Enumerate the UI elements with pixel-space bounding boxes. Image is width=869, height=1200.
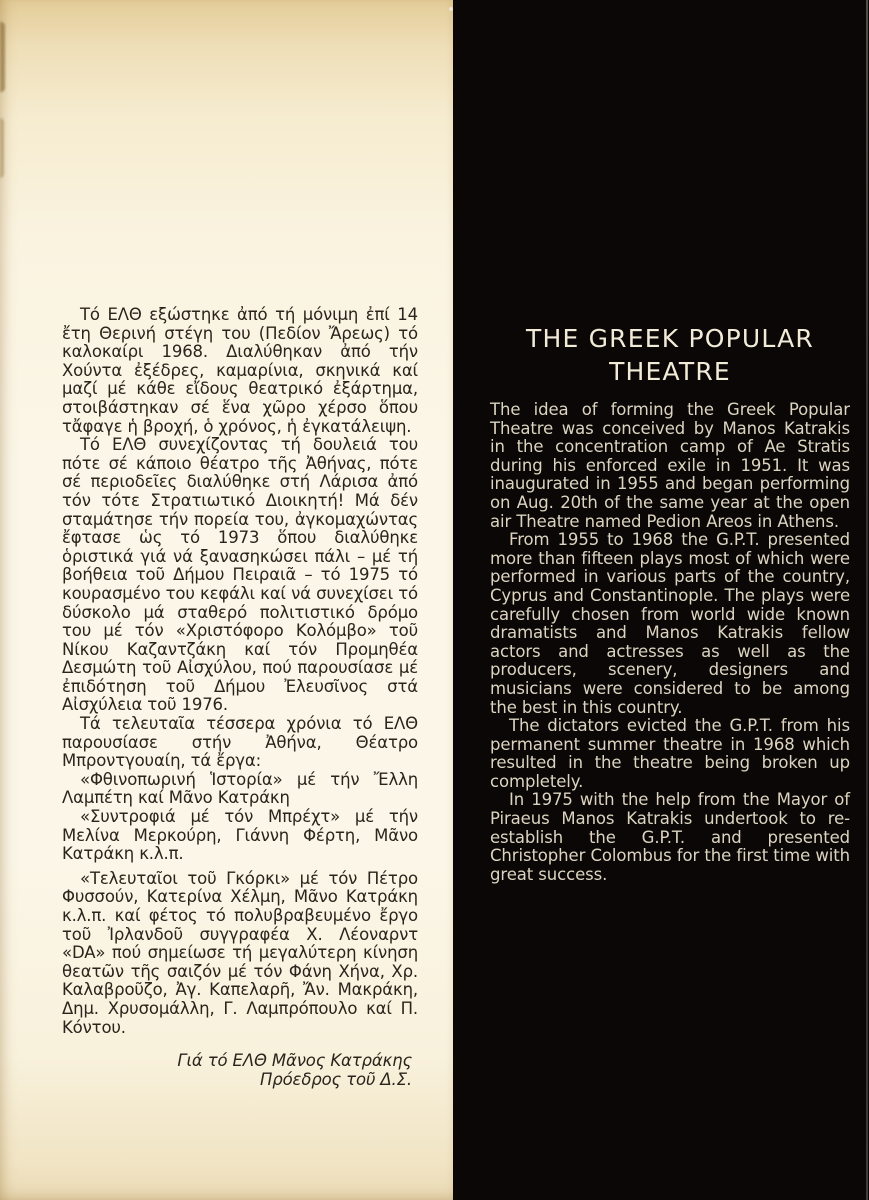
- scan-artifact-dot: [449, 7, 453, 11]
- title-line-1: THE GREEK POPULAR: [526, 324, 814, 353]
- greek-article: [62, 306, 418, 1089]
- greek-paragraph: «Τελευταῖοι τοῦ Γκόρκι» μέ τόν Πέτρο Φυσσούν, Κατερίνα Χέλμη, Μᾶνο Κατράκη κ.λ.π. καί φέτος τό πολυβραβευμένο ἔργο τοῦ Ἰρλανδοῦ συγγραφέα Χ. Λέοναρντ «DA» πού σημείωσε τή μεγαλύτερη κίνηση θεατῶν τῆς σαιζόν μέ τόν Φάνη Χήνα, Χρ. Καλαβροῦζο, Ἀγ. Καπελαρῆ, Ἄν. Μακράκη, Δημ. Χρυσομάλλη, Γ. Λαμπρόπουλο καί Π. Κόντου.: [62, 868, 418, 1037]
- scan-edge-smudge: [0, 118, 4, 178]
- title-line-2: THEATRE: [609, 357, 731, 386]
- scan-edge-smudge: [0, 22, 5, 92]
- english-paragraph: In 1975 with the help from the Mayor of Piraeus Manos Katrakis undertook to re-establish the G.P.T. and presented Christopher Colombus for the first time with great success.: [490, 790, 850, 884]
- english-paragraph: The idea of forming the Greek Popular Theatre was conceived by Manos Katrakis in the concentration camp of Ae Stratis during his enforced exile in 1951. It was inaugurated in 1955 and began performing on Aug. 20th of the same year at the open air Theatre named Pedion Areos in Athens.: [490, 400, 850, 531]
- signature-role: Πρόεδρος τοῦ Δ.Σ.: [260, 1069, 412, 1089]
- greek-paragraph: Τά τελευταῖα τέσσερα χρόνια τό ΕΛΘ παρουσίασε στήν Ἀθήνα, Θέατρο Μπροντγουαίη, τά ἔργα:: [62, 714, 418, 771]
- signature-name: Γιά τό ΕΛΘ Μᾶνος Κατράκης: [177, 1051, 412, 1071]
- greek-paragraph: «Φθινοπωρινή Ἱστορία» μέ τήν Ἔλλη Λαμπέτη καί Μᾶνο Κατράκη: [62, 769, 418, 808]
- english-paragraph: The dictators evicted the G.P.T. from his permanent summer theatre in 1968 which resulted in the theatre being broken up completely.: [490, 716, 850, 791]
- article-title: [490, 322, 850, 388]
- greek-paragraph: Τό ΕΛΘ εξώστηκε ἀπό τή μόνιμη ἐπί 14 ἔτη Θερινή στέγη του (Πεδίον Ἄρεως) τό καλοκαίρι 1968. Διαλύθηκαν ἀπό τήν Χούντα ἐξέδρες, καμαρίνια, σκηνικά καί μαζί μέ κάθε εἴδους θεατρικό ἐξάρτημα, στοιβάστηκαν σέ ἕνα χῶρο χέρσο ὅπου τἄφαγε ἡ βροχή, ὁ χρόνος, ἡ ἐγκατάλειψη.: [62, 305, 418, 436]
- english-paragraph: From 1955 to 1968 the G.P.T. presented more than fifteen plays most of which were performed in various parts of the country, Cyprus and Constantinople. The plays were carefully chosen from world wide known dramatists and Manos Katrakis fellow actors and actresses as well as the producers, scenery, designers and musicians were considered to be among the best in this country.: [490, 530, 850, 717]
- english-article: [490, 322, 850, 884]
- signature-block: [62, 1052, 418, 1089]
- scan-edge-line: [866, 0, 868, 1200]
- right-page-english: [453, 0, 869, 1200]
- greek-paragraph: «Συντροφιά μέ τόν Μπρέχτ» μέ τήν Μελίνα Μερκούρη, Γιάννη Φέρτη, Μᾶνο Κατράκη κ.λ.π.: [62, 807, 418, 864]
- greek-paragraph: Τό ΕΛΘ συνεχίζοντας τή δουλειά του πότε σέ κάποιο θέατρο τῆς Ἀθήνας, πότε σέ περιοδεῖες διαλύθηκε στή Λάρισα ἀπό τόν τότε Στρατιωτικό Διοικητή! Μά δέν σταμάτησε τήν πορεία του, ἀγκομαχώντας ἔφτασε ὡς τό 1973 ὅπου διαλύθηκε ὁριστικά γιά νά ξανασηκώσει πάλι – μέ τή βοήθεια τοῦ Δήμου Πειραιᾶ – τό 1975 τό κουρασμένο του κεφάλι καί νά συνεχίσει τό δύσκολο μά σταθερό πολιτιστικό δρόμο του μέ τόν «Χριστόφορο Κολόμβο» τοῦ Νίκου Καζαντζάκη καί τόν Προμηθέα Δεσμώτη τοῦ Αἰσχύλου, πού παρουσίασε μέ ἐπιδότηση τοῦ Δήμου Ἐλευσῖνος στά Αἰσχύλεια τοῦ 1976.: [62, 435, 418, 715]
